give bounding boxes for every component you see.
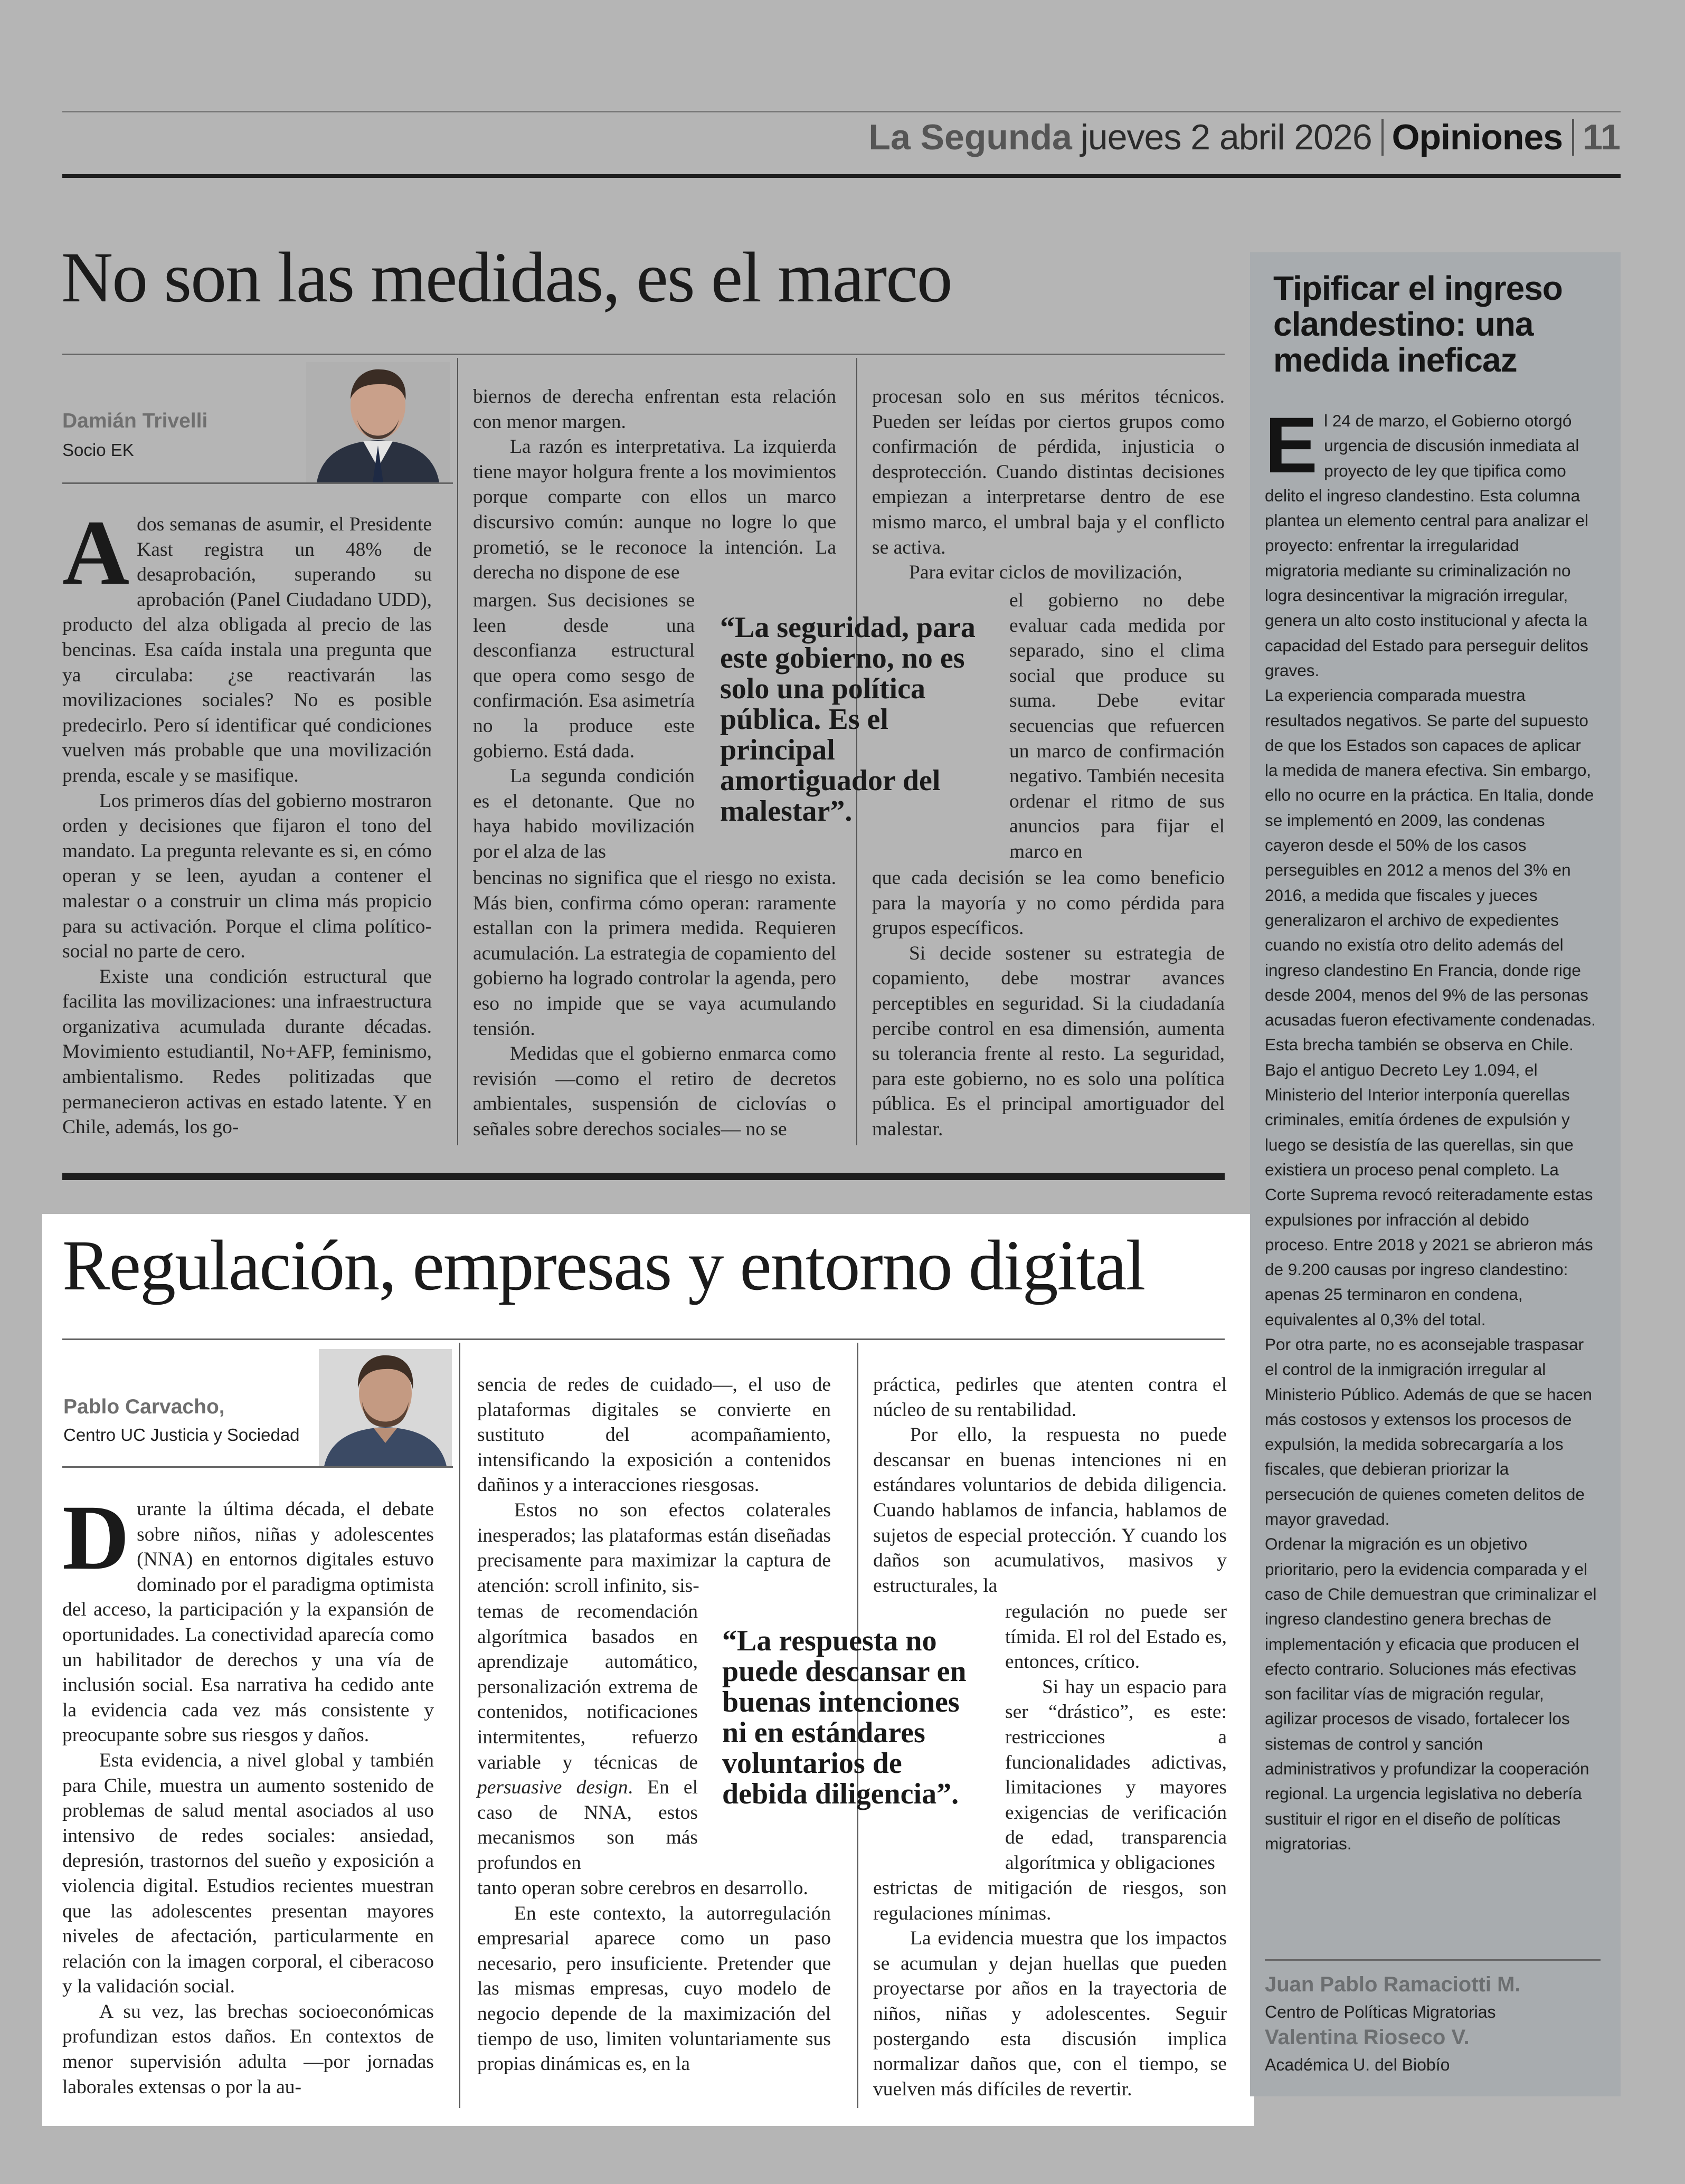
- sidebar-column: [1250, 252, 1621, 2096]
- article1-col3-bottom: [872, 866, 1225, 1142]
- sidebar-p1: l 24 de marzo, el Gobierno otorgó urgencia de discusión inmediata al proyecto de ley que tipifica como delito el ingreso clandestino. Esta columna plantea un elemento central para analizar el proyecto: enfrentar la irregularidad migratoria mediante su criminalización no logra desincentivar la migración irregular, genera un alto costo institucional y afecta la capacidad del Estado para perseguir delitos graves.: [1265, 411, 1588, 680]
- article1-headline-rule: [62, 354, 1225, 355]
- article2-headline: Regulación, empresas y entorno digital: [62, 1226, 1145, 1305]
- article1-col2-bottom: [473, 866, 836, 1142]
- article1-col3-p2: Para evitar ciclos de movilización,: [909, 562, 1182, 584]
- sidebar-author-1: Juan Pablo Ramaciotti M.: [1265, 1973, 1521, 1996]
- article2-col3-p1: práctica, pedirles que atenten contra el núcleo de su rentabilidad.: [873, 1374, 1227, 1421]
- page-number: 11: [1583, 117, 1621, 157]
- header-separator: [1381, 119, 1384, 156]
- sidebar-body: [1265, 401, 1597, 1856]
- sidebar-role-1: Centro de Políticas Migratorias: [1265, 2002, 1496, 2021]
- article1-col3-top: [872, 384, 1225, 585]
- article2-col1-p1: urante la última década, el debate sobre niños, niñas y adolescentes (NNA) en entornos digitales estuvo dominado por el paradigma optimista del acceso, la participación y la expansión de oportunidades. La conectividad aparecía como un habilitador de derechos y una vía de inclusión social. Esa narrativa ha cedido ante la evidencia cada vez más consistente y preocupante sobre sus riesgos y daños.: [62, 1498, 434, 1746]
- issue-date: jueves 2 abril 2026: [1080, 117, 1372, 157]
- article2-col2-top: [477, 1372, 831, 1598]
- article2-col3-p3: regulación no puede ser tímida. El rol del Estado es, entonces, crítico.: [1005, 1601, 1227, 1673]
- article2-col2-p3a: temas de recomendación algorítmica basados en aprendizaje automático, personalización extrema de contenidos, notificaciones intermitentes, refuerzo variable y técnicas de: [477, 1601, 698, 1773]
- article1-dropcap: A: [62, 501, 130, 604]
- sidebar-role-2: Académica U. del Biobío: [1265, 2055, 1450, 2074]
- article2-col2-p3b: . En el caso de NNA, estos mecanismos son más profundos en: [477, 1777, 698, 1874]
- article1-col2-narrow: [473, 588, 695, 865]
- article1-col3-p4: que cada decisión se lea como beneficio para la mayoría y no como pérdida para grupos específicos.: [872, 867, 1225, 939]
- article1-col2-p6: Medidas que el gobierno enmarca como revisión —como el retiro de decretos ambientales, suspensión de ciclovías o señales sobre derechos sociales— no se: [473, 1043, 836, 1140]
- article2-col-divider-1: [459, 1343, 460, 2108]
- article2-author-photo: [319, 1349, 452, 1466]
- article1-author-role: Socio EK: [62, 440, 134, 460]
- article1-col2-p4: La segunda condición es el detonante. Que no haya habido movilización por el alza de las: [473, 765, 695, 862]
- article2-byline-rule: [62, 1466, 453, 1468]
- article2-col3-p2: Por ello, la respuesta no puede descansar en buenas intenciones ni en estándares voluntarios de debida diligencia. Cuando hablamos de infancia, hablamos de sujetos de especial protección. Y cuando los daños son acumulativos, masivos y estructurales, la: [873, 1424, 1227, 1597]
- article1-author-photo: [306, 362, 450, 482]
- article2-col3-p5: estrictas de mitigación de riesgos, son regulaciones mínimas.: [873, 1877, 1227, 1924]
- article2-col2-p1: sencia de redes de cuidado—, el uso de plataformas digitales se convierte en sustituto del acompañamiento, intensificando la exposición a contenidos dañinos y a interacciones riesgosas.: [477, 1374, 831, 1496]
- header-bottom-rule: [62, 174, 1621, 178]
- article2-col3-p6: La evidencia muestra que los impactos se acumulan y dejan huellas que pueden proyectarse por años en la trayectoria de niños, niñas y adolescentes. Seguir postergando esta discusión implica normalizar daños que, con el tiempo, se vuelven más difíciles de revertir.: [873, 1927, 1227, 2100]
- article-separator: [62, 1173, 1225, 1180]
- article1-col2-p2: La razón es interpretativa. La izquierda tiene mayor holgura frente a los movimientos porque comparte con ellos un marco discursivo común: aunque no logre lo que prometió, se le reconoce la intención. La derecha no dispone de ese: [473, 436, 836, 584]
- article1-col1-p3: Existe una condición estructural que facilita las movilizaciones: una infraestructura organizativa acumulada durante décadas. Movimiento estudiantil, No+AFP, feminismo, ambientalismo. Redes politizadas que permanecieron activas en estado latente. Y en Chile, además, los go-: [62, 965, 432, 1138]
- article1-col3-p5: Si decide sostener su estrategia de copamiento, debe mostrar avances perceptibles en seguridad. Si la ciudadanía percibe control en esa dimensión, aumenta su tolerancia frente al resto. La seguridad, para este gobierno, no es solo una política pública. Es el principal amortiguador del malestar.: [872, 942, 1225, 1140]
- article2-col1-p2: Esta evidencia, a nivel global y también para Chile, muestra un aumento sostenido de problemas de salud mental asociados al uso intensivo de redes sociales: ansiedad, depresión, trastornos del sueño y exposición a violencia digital. Estudios recientes muestran que las adolescentes presentan mayores niveles de afectación, particularmente en relación con la imagen corporal, el ciberacoso y la validación social.: [62, 1749, 434, 1998]
- article2-col3-p4: Si hay un espacio para ser “drástico”, es este: restricciones a funcionalidades adictivas, limitaciones y mayores exigencias de verificación de edad, transparencia algorítmica y obligaciones: [1005, 1676, 1227, 1874]
- article2-col2-bottom: [477, 1876, 831, 2077]
- article1-col2-p5: bencinas no significa que el riesgo no exista. Más bien, confirma cómo operan: raramente estallan con la primera medida. Requieren acumulación. La estrategia de copamiento del gobierno ha logrado controlar la agenda, pero eso no impide que se vaya acumulando tensión.: [473, 867, 836, 1040]
- article1-col3-narrow: [1009, 588, 1225, 865]
- article2-author-role: Centro UC Justicia y Sociedad: [63, 1425, 300, 1445]
- publication-name: La Segunda: [868, 117, 1072, 157]
- article1-author: Damián Trivelli: [62, 410, 208, 432]
- sidebar-p4: Por otra parte, no es aconsejable traspasar el control de la inmigración irregular al Ministerio Público. Además de que se hacen más costosos y extensos los procesos de expulsión, la medida sobrecargaría a los fiscales, que debieran priorizar la persecución de quienes cometen delitos de mayor gravedad.: [1265, 1334, 1592, 1529]
- sidebar-title: Tipificar el ingreso clandestino: una medida ineficaz: [1273, 269, 1563, 379]
- article2-author: Pablo Carvacho,: [63, 1395, 225, 1418]
- article1-col1-p1: dos semanas de asumir, el Presidente Kast registra un 48% de desaprobación, superando su aprobación (Panel Ciudadano UDD), producto del alza obligada al precio de las bencinas. Esa caída instala una pregunta que ya circulaba: ¿se reactivarán las movilizaciones sociales? No es posible predecirlo. Pero sí identificar qué condiciones vuelven más probable que una movilización prenda, escale y se masifique.: [62, 514, 432, 786]
- sidebar-p5: Ordenar la migración es un objetivo prioritario, pero la evidencia comparada y el caso de Chile demuestran que criminalizar el ingreso clandestino genera brechas de implementación y eficacia que producen el efecto contrario. Soluciones más efectivas son facilitar vías de migración regular, agilizar procesos de visado, fortalecer los sistemas de control y sanción administrativos y profundizar la cooperación regional. La urgencia legislativa no debería sustituir el rigor en el diseño de políticas migratorias.: [1265, 1534, 1597, 1853]
- article2-col1-p3: A su vez, las brechas socioeconómicas profundizan estos daños. En contextos de menor supervisión adulta —por jornadas laborales extensas o por la au-: [62, 2000, 434, 2098]
- sidebar-author-2: Valentina Rioseco V.: [1265, 2026, 1470, 2049]
- sidebar-author-rule: [1265, 1959, 1601, 1961]
- article2-dropcap: D: [62, 1486, 130, 1589]
- article1-col2-p1: biernos de derecha enfrentan esta relación con menor margen.: [473, 386, 836, 433]
- header-top-rule: [62, 111, 1621, 112]
- article2-col2-narrow: [477, 1599, 698, 1876]
- article1-headline: No son las medidas, es el marco: [61, 238, 952, 317]
- page-header: [62, 117, 1621, 157]
- article1-byline-rule: [62, 482, 453, 484]
- article1-col2-p3: margen. Sus decisiones se leen desde una desconfianza estructural que opera como sesgo de confirmación. Esa asimetría no la produce este gobierno. Está dada.: [473, 590, 695, 762]
- article1-col3-p3: el gobierno no debe evaluar cada medida por separado, sino el clima social que produce su suma. Debe evitar secuencias que refuercen un marco de confirmación negativo. También necesita ordenar el ritmo de sus anuncios para fijar el marco en: [1009, 590, 1225, 862]
- article2-col3-top: [873, 1372, 1227, 1598]
- article2-col2-p5: En este contexto, la autorregulación empresarial aparece como un paso necesario, pero insuficiente. Pretender que las mismas empresas, cuyo modelo de negocio depende de la maximización del tiempo de uso, limiten voluntariamente sus propias dinámicas es, en la: [477, 1902, 831, 2075]
- article2-col2-p2: Estos no son efectos colaterales inesperados; las plataformas están diseñadas precisamente para maximizar la captura de atención: scroll infinito, sis-: [477, 1499, 831, 1597]
- article1-col2-top: [473, 384, 836, 585]
- article2-col1: [62, 1486, 434, 2100]
- article2-headline-rule: [62, 1338, 1225, 1340]
- section-name: Opiniones: [1391, 117, 1563, 157]
- article2-pullquote: “La respuesta no puede descansar en buenas intenciones ni en estándares voluntarios de debida diligencia”.: [722, 1625, 967, 1810]
- sidebar-p2: La experiencia comparada muestra resultados negativos. Se parte del supuesto de que los Estados son capaces de aplicar la medida de manera efectiva. Sin embargo, ello no ocurre en la práctica. En Italia, donde se implementó en 2009, las condenas cayeron desde el 50% de los casos perseguibles en 2012 a menos del 3% en 2016, a medida que fiscales y jueces generalizaron el archivo de expedientes cuando no existía otro delito además del ingreso clandestino En Francia, donde rige desde 2004, menos del 9% de las personas acusadas fueron efectivamente condenadas.: [1265, 686, 1596, 1030]
- sidebar-dropcap: E: [1265, 401, 1318, 489]
- article1-col3-p1: procesan solo en sus méritos técnicos. Pueden ser leídas por ciertos grupos como confirmación de pérdida, injusticia o desprotección. Cuando distintas decisiones empiezan a interpretarse dentro de ese mismo marco, el umbral baja y el conflicto se activa.: [872, 386, 1225, 558]
- sidebar-p3: Esta brecha también se observa en Chile. Bajo el antiguo Decreto Ley 1.094, el Ministerio del Interior interponía querellas criminales, emitía órdenes de expulsión y luego se desistía de las querellas, sin que existiera un proceso penal completo. La Corte Suprema revocó reiteradamente estas expulsiones por infracción al debido proceso. Entre 2018 y 2021 se abrieron más de 9.200 causas por ingreso clandestino: apenas 25 terminaron en condena, equivalentes al 0,3% del total.: [1265, 1035, 1593, 1329]
- article2-col3-narrow: [1005, 1599, 1227, 1876]
- article1-col1: [62, 501, 432, 1140]
- article2-col2-p4: tanto operan sobre cerebros en desarrollo.: [477, 1877, 808, 1899]
- header-separator-2: [1572, 119, 1574, 156]
- article1-col1-p2: Los primeros días del gobierno mostraron orden y decisiones que fijaron el tono del mandato. La pregunta relevante es si, en cómo operan y se leen, ayudan a contener el malestar o a construir un clima más propicio para su activación. Porque el clima político-social no parte de cero.: [62, 790, 432, 963]
- article2-col2-p3-em: persuasive design: [477, 1777, 628, 1799]
- article2-col3-bottom: [873, 1876, 1227, 2102]
- article1-pullquote: “La seguridad, para este gobierno, no es solo una política pública. Es el principal amortiguador del malestar”.: [720, 611, 976, 828]
- article1-col-divider-1: [457, 358, 458, 1145]
